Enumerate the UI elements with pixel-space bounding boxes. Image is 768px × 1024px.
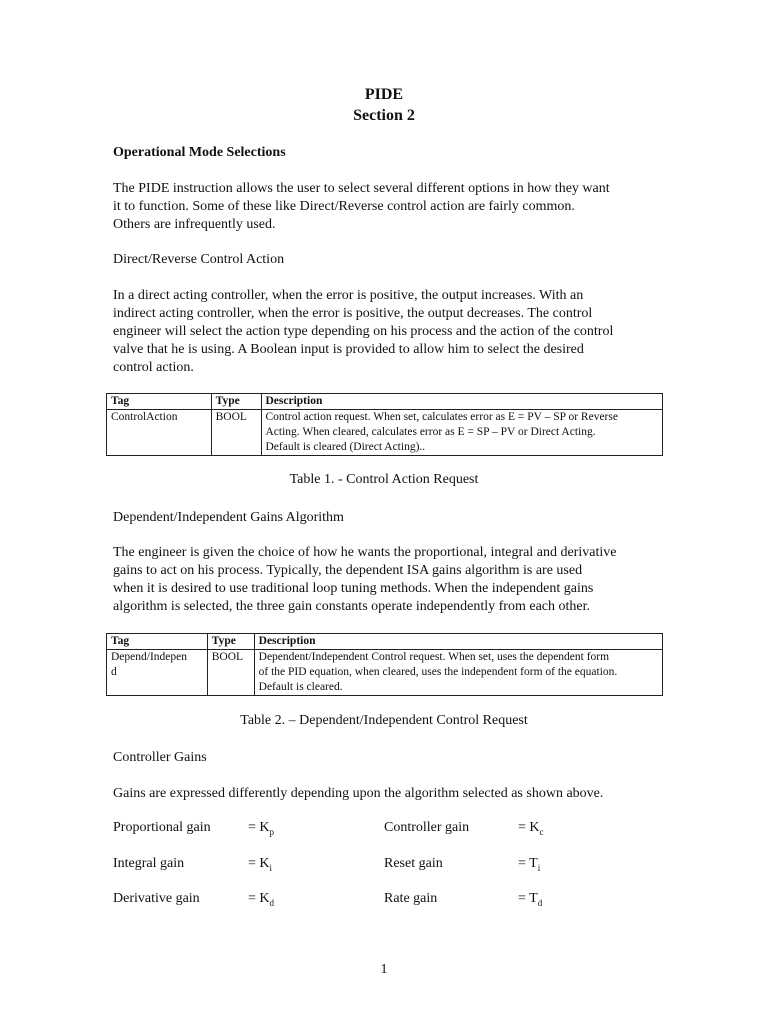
table-header-type: Type bbox=[207, 634, 254, 650]
gain-value-controller bbox=[518, 820, 544, 837]
gain-label-reset: Reset gain bbox=[384, 856, 443, 871]
gain-equation: = K bbox=[248, 820, 270, 835]
gain-equation: = K bbox=[248, 856, 270, 871]
page-subtitle: Section 2 bbox=[353, 107, 415, 124]
gain-label-integral: Integral gain bbox=[113, 856, 185, 871]
tag-line: Depend/Indepen bbox=[111, 651, 187, 663]
table-cell-type: BOOL bbox=[211, 410, 261, 456]
page-title: PIDE bbox=[364, 86, 404, 103]
dependent-line: The engineer is given the choice of how he wants the proportional, integral and derivative bbox=[113, 545, 617, 560]
description-line: Default is cleared. bbox=[258, 681, 343, 693]
dependent-line: algorithm is selected, the three gain constants operate independently from each other. bbox=[113, 599, 590, 614]
heading-operational-mode: Operational Mode Selections bbox=[113, 145, 286, 160]
intro-line: it to function. Some of these like Direct/Reverse control action are fairly common. bbox=[113, 199, 575, 214]
gain-label-controller: Controller gain bbox=[384, 820, 470, 835]
gain-value-derivative bbox=[248, 891, 274, 908]
table-header-tag: Tag bbox=[107, 394, 212, 410]
gain-subscript: p bbox=[269, 826, 275, 837]
gain-label-derivative: Derivative gain bbox=[113, 891, 200, 906]
gain-equation: = T bbox=[518, 856, 538, 871]
intro-line: The PIDE instruction allows the user to select several different options in how they want bbox=[113, 181, 610, 196]
table-header-description: Description bbox=[261, 394, 663, 410]
gain-equation: = K bbox=[248, 891, 270, 906]
direct-line: valve that he is using. A Boolean input is provided to allow him to select the desired bbox=[113, 342, 584, 357]
gain-subscript: i bbox=[537, 862, 541, 873]
gain-label-proportional: Proportional gain bbox=[113, 820, 211, 835]
dependent-paragraph bbox=[113, 544, 658, 616]
gain-value-integral bbox=[248, 856, 272, 873]
description-line: Acting. When cleared, calculates error as E = SP – PV or Direct Acting. bbox=[265, 426, 596, 438]
page-number: 1 bbox=[380, 962, 388, 977]
direct-line: engineer will select the action type depending on his process and the action of the control bbox=[113, 324, 614, 339]
gain-value-rate bbox=[518, 891, 542, 908]
heading-direct-reverse: Direct/Reverse Control Action bbox=[113, 252, 285, 267]
table-header-tag: Tag bbox=[107, 634, 208, 650]
gain-label-rate: Rate gain bbox=[384, 891, 438, 906]
gain-subscript: d bbox=[537, 897, 543, 908]
table-cell-description bbox=[254, 650, 662, 696]
description-line: of the PID equation, when cleared, uses the independent form of the equation. bbox=[258, 666, 618, 678]
dependent-line: gains to act on his process. Typically, the dependent ISA gains algorithm is are used bbox=[113, 563, 583, 578]
tag-line: d bbox=[111, 666, 117, 678]
table-cell-type: BOOL bbox=[207, 650, 254, 696]
dependent-independent-table bbox=[106, 633, 663, 696]
control-action-table bbox=[106, 393, 663, 456]
table-row bbox=[107, 650, 663, 696]
table-cell-description bbox=[261, 410, 663, 456]
table2-caption: Table 2. – Dependent/Independent Control Request bbox=[240, 713, 528, 728]
gain-equation: = T bbox=[518, 891, 538, 906]
table1-caption: Table 1. - Control Action Request bbox=[289, 472, 479, 487]
table-header-description: Description bbox=[254, 634, 662, 650]
heading-controller-gains: Controller Gains bbox=[113, 750, 207, 765]
description-line: Default is cleared (Direct Acting).. bbox=[265, 441, 426, 453]
gain-equation: = K bbox=[518, 820, 540, 835]
table-cell-tag: ControlAction bbox=[107, 410, 212, 456]
gain-subscript: i bbox=[269, 862, 273, 873]
table-header-type: Type bbox=[211, 394, 261, 410]
table-header-row bbox=[107, 634, 663, 650]
gains-intro-paragraph: Gains are expressed differently depending upon the algorithm selected as shown above. bbox=[113, 786, 604, 801]
direct-line: control action. bbox=[113, 360, 194, 375]
direct-paragraph bbox=[113, 287, 658, 377]
gain-subscript: c bbox=[539, 826, 544, 837]
gain-value-proportional bbox=[248, 820, 274, 837]
table-row bbox=[107, 410, 663, 456]
table-cell-tag bbox=[107, 650, 208, 696]
gain-subscript: d bbox=[269, 897, 275, 908]
gain-value-reset bbox=[518, 856, 540, 873]
intro-paragraph bbox=[113, 180, 658, 234]
dependent-line: when it is desired to use traditional loop tuning methods. When the independent gains bbox=[113, 581, 594, 596]
intro-line: Others are infrequently used. bbox=[113, 217, 276, 232]
direct-line: indirect acting controller, when the error is positive, the output decreases. The control bbox=[113, 306, 593, 321]
heading-dependent-independent: Dependent/Independent Gains Algorithm bbox=[113, 510, 344, 525]
description-line: Control action request. When set, calculates error as E = PV – SP or Reverse bbox=[265, 411, 618, 423]
direct-line: In a direct acting controller, when the error is positive, the output increases. With an bbox=[113, 288, 584, 303]
description-line: Dependent/Independent Control request. When set, uses the dependent form bbox=[258, 651, 610, 663]
table-header-row bbox=[107, 394, 663, 410]
